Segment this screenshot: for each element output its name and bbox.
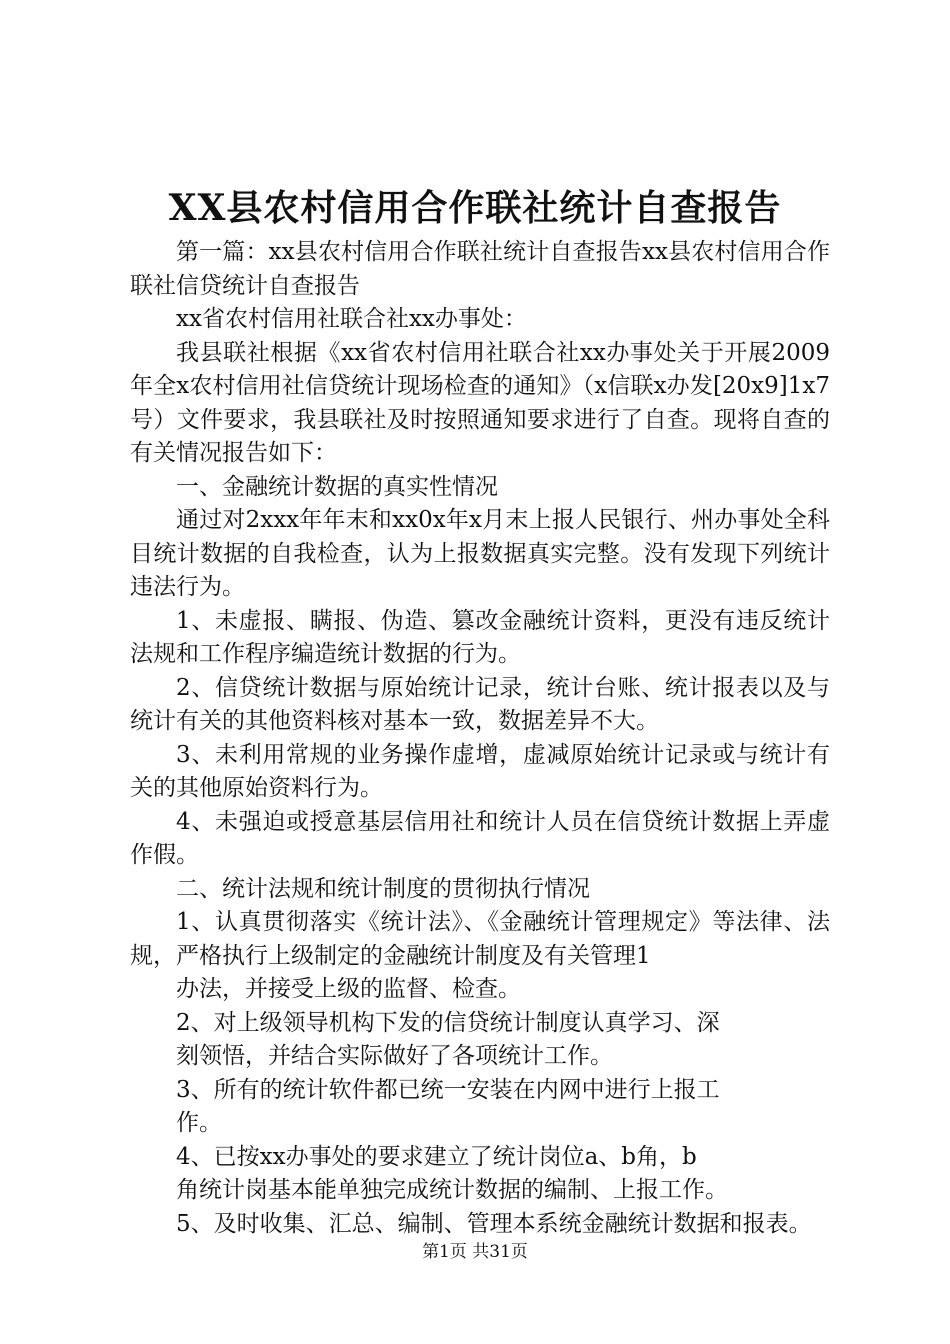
list-item-2-1: 1、认真贯彻落实《统计法》、《金融统计管理规定》等法律、法规，严格执行上级制定的金融统计制度及有关管理1 <box>130 909 830 969</box>
paragraph-intro: 第一篇：xx县农村信用合作联社统计自查报告xx县农村信用合作联社信贷统计自查报告 <box>130 239 830 299</box>
section-heading-2: 二、统计法规和统计制度的贯彻执行情况 <box>176 875 590 902</box>
list-item-2-5: 5、及时收集、汇总、编制、管理本系统金融统计数据和报表。 <box>176 1210 812 1237</box>
paragraph-check-result: 通过对2xxx年年末和xx0x年x月末上报人民银行、州办事处全科目统计数据的自我检查，认为上报数据真实完整。没有发现下列统计违法行为。 <box>130 507 830 600</box>
document-title: XX县农村信用合作联社统计自查报告 <box>168 187 782 229</box>
list-item-2-4-continued: 角统计岗基本能单独完成统计数据的编制、上报工作。 <box>176 1177 728 1203</box>
list-item-1-2: 2、信贷统计数据与原始统计记录，统计台账、统计报表以及与统计有关的其他资料核对基本一致，数据差异不大。 <box>130 674 830 734</box>
list-item-1-4: 4、未强迫或授意基层信用社和统计人员在信贷统计数据上弄虚作假。 <box>130 808 830 868</box>
list-item-2-2: 2、对上级领导机构下发的信贷统计制度认真学习、深 <box>176 1009 720 1036</box>
page-number-footer: 第1页 共31页 <box>422 1242 528 1262</box>
paragraph-background: 我县联社根据《xx省农村信用社联合社xx办事处关于开展2009年全x农村信用社信贷统计现场检查的通知》（x信联x办发[20x9]1x7号）文件要求，我县联社及时按照通知要求进行了自查。现将自查的有关情况报告如下： <box>130 339 830 466</box>
list-item-2-3-continued: 作。 <box>176 1110 222 1136</box>
list-item-1-1: 1、未虚报、瞒报、伪造、篡改金融统计资料，更没有违反统计法规和工作程序编造统计数据的行为。 <box>130 607 830 667</box>
list-item-2-4: 4、已按xx办事处的要求建立了统计岗位a、b角，b <box>176 1143 697 1170</box>
list-item-2-1-continued: 办法，并接受上级的监督、检查。 <box>176 976 521 1002</box>
section-heading-1: 一、金融统计数据的真实性情况 <box>176 473 498 500</box>
document-body <box>130 236 830 1241</box>
list-item-2-2-continued: 刻领悟，并结合实际做好了各项统计工作。 <box>176 1043 613 1069</box>
list-item-1-3: 3、未利用常规的业务操作虚增，虚减原始统计记录或与统计有关的其他原始资料行为。 <box>130 741 830 801</box>
list-item-2-3: 3、所有的统计软件都已统一安装在内网中进行上报工 <box>176 1076 720 1103</box>
paragraph-salutation: xx省农村信用社联合社xx办事处： <box>176 306 527 332</box>
